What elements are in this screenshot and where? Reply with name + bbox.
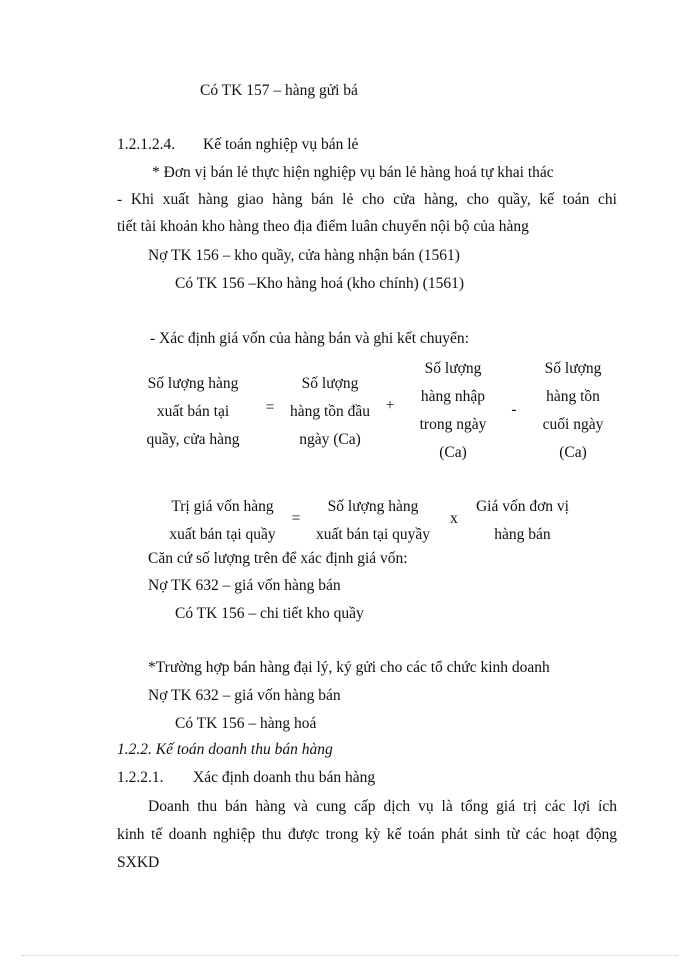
heading-title: Xác định doanh thu bán hàng xyxy=(193,769,376,786)
paragraph-line: SXKD xyxy=(117,854,160,871)
journal-entry-credit: Có TK 156 – hàng hoá xyxy=(175,715,317,732)
formula-term-sold-quantity xyxy=(308,493,438,549)
formula-term-line: Số lượng hàng xyxy=(327,498,419,515)
paragraph-line: kinh tế doanh nghiệp thu được trong kỳ kế toán phát sinh từ các hoạt động xyxy=(117,826,617,843)
formula-term-line: Giá vốn đơn vị xyxy=(475,498,569,515)
journal-entry-debit: Nợ TK 632 – giá vốn hàng bán xyxy=(148,577,341,594)
heading-title: Kế toán nghiệp vụ bán lẻ xyxy=(203,136,359,153)
paragraph-line: Doanh thu bán hàng và cung cấp dịch vụ là tổng giá trị các lợi ích xyxy=(148,798,617,815)
formula-term-line: Số lượng xyxy=(544,360,602,377)
formula-term-line: Số lượng xyxy=(424,360,482,377)
journal-entry-debit: Nợ TK 156 – kho quầy, cửa hàng nhận bán (1561) xyxy=(148,247,460,264)
text-line: Có TK 157 – hàng gửi bá xyxy=(200,82,358,99)
formula-term-line: quầy, cửa hàng xyxy=(146,431,240,448)
heading-number: 1.2.2.1. xyxy=(117,769,164,786)
formula-term-line: hàng bán xyxy=(494,526,551,543)
formula-term-line: ngày (Ca) xyxy=(299,431,361,448)
journal-entry-debit: Nợ TK 632 – giá vốn hàng bán xyxy=(148,687,341,704)
formula-term-line: hàng nhập xyxy=(420,388,486,405)
formula-term-line: cuối ngày xyxy=(542,416,604,433)
text-line: - Xác định giá vốn của hàng bán và ghi kết chuyển: xyxy=(150,330,469,347)
page-bottom-rule xyxy=(22,955,678,956)
equals-sign: = xyxy=(291,510,301,527)
formula-term-imported xyxy=(403,355,503,467)
formula-term-line: Số lượng hàng xyxy=(147,375,239,392)
minus-sign: - xyxy=(511,401,517,418)
text-line: *Trường hợp bán hàng đại lý, ký gửi cho các tổ chức kinh doanh xyxy=(148,659,550,676)
formula-term-sold-quantity xyxy=(138,370,248,454)
formula-term-line: (Ca) xyxy=(439,444,467,461)
formula-term-line: xuất bán tại quyầy xyxy=(315,526,431,543)
formula-term-line: (Ca) xyxy=(559,444,587,461)
formula-term-line: hàng tồn xyxy=(546,388,600,405)
plus-sign: + xyxy=(385,397,395,414)
text-line: * Đơn vị bán lẻ thực hiện nghiệp vụ bán lẻ hàng hoá tự khai thác xyxy=(152,164,554,181)
journal-entry-credit: Có TK 156 – chi tiết kho quầy xyxy=(175,605,364,622)
formula-term-line: trong ngày xyxy=(419,416,487,433)
formula-term-line: Số lượng xyxy=(301,375,359,392)
journal-entry-credit: Có TK 156 –Kho hàng hoá (kho chính) (1561) xyxy=(175,275,465,292)
text-line: tiết tài khoản kho hàng theo địa điểm luân chuyển nội bộ của hàng xyxy=(117,218,529,235)
formula-term-line: hàng tồn đầu xyxy=(289,403,371,420)
equals-sign: = xyxy=(265,399,275,416)
formula-term-line: xuất bán tại quầy xyxy=(169,526,276,543)
formula-term-opening-stock xyxy=(280,370,380,454)
formula-term-closing-stock xyxy=(528,355,618,467)
formula-term-line: xuất bán tại xyxy=(156,403,230,420)
formula-term-unit-cost xyxy=(465,493,580,549)
times-sign: x xyxy=(450,510,458,527)
text-line: Căn cứ số lượng trên để xác định giá vốn: xyxy=(148,550,408,567)
text-line: - Khi xuất hàng giao hàng bán lẻ cho cửa hàng, cho quầy, kế toán chi xyxy=(117,191,617,208)
formula-term-line: Trị giá vốn hàng xyxy=(171,498,274,515)
heading-number: 1.2.1.2.4. xyxy=(117,136,176,153)
formula-term-cost-value xyxy=(160,493,285,549)
section-heading: 1.2.2. Kế toán doanh thu bán hàng xyxy=(117,741,333,758)
